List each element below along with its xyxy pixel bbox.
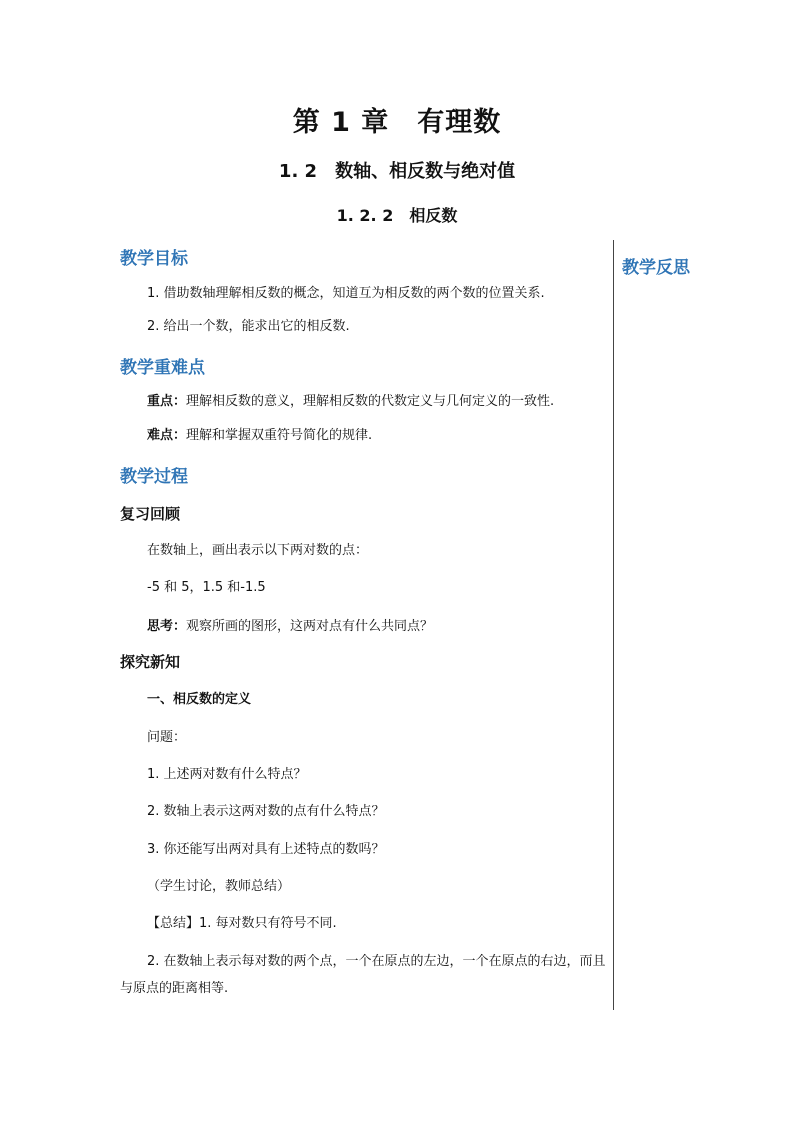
keypoints-heading: 教学重难点: [120, 358, 205, 378]
section-title: 1. 2 数轴、相反数与绝对值: [278, 161, 516, 182]
goals-heading: 教学目标: [120, 249, 188, 269]
column-divider: [613, 240, 614, 1010]
review-line-2: -5 和 5，1.5 和-1.5: [147, 580, 266, 595]
difficult-point: [147, 422, 612, 449]
key-point-label: 重点：: [147, 394, 187, 409]
explore-heading: 探究新知: [120, 653, 181, 671]
key-point: [147, 388, 612, 415]
question-3: 3. 你还能写出两对具有上述特点的数吗？: [147, 842, 385, 857]
goal-item-1: 1. 借助数轴理解相反数的概念，知道互为相反数的两个数的位置关系.: [147, 286, 545, 301]
discussion-note: （学生讨论，教师总结）: [147, 879, 291, 894]
subsection-title: 1. 2. 2 相反数: [336, 206, 458, 225]
think-label: 思考：: [147, 619, 187, 634]
summary-line-2: 2. 在数轴上表示每对数的两个点，一个在原点的左边，一个在原点的右边，而且与原点的距离相等.: [120, 954, 606, 996]
difficult-point-text: 理解和掌握双重符号简化的规律.: [186, 428, 373, 443]
process-heading: 教学过程: [120, 467, 188, 487]
question-1: 1. 上述两对数有什么特点？: [147, 767, 307, 782]
review-heading: 复习回顾: [120, 505, 181, 523]
think-text: 观察所画的图形，这两对点有什么共同点？: [186, 619, 434, 634]
goal-item-2: 2. 给出一个数，能求出它的相反数.: [147, 319, 350, 334]
key-point-text: 理解相反数的意义，理解相反数的代数定义与几何定义的一致性.: [186, 394, 555, 409]
summary-label: 【总结】: [147, 916, 200, 931]
chapter-title: 第 1 章 有理数: [292, 107, 502, 138]
question-label: 问题：: [147, 730, 187, 745]
reflection-heading: 教学反思: [622, 258, 690, 278]
definition-subheading: 一、相反数的定义: [147, 692, 252, 707]
difficult-point-label: 难点：: [147, 428, 187, 443]
think-line: [147, 613, 612, 640]
review-line-1: 在数轴上，画出表示以下两对数的点：: [147, 543, 369, 558]
summary-text-1: 1. 每对数只有符号不同.: [199, 916, 337, 931]
question-2: 2. 数轴上表示这两对数的点有什么特点？: [147, 804, 385, 819]
summary-line-1: [147, 910, 612, 937]
